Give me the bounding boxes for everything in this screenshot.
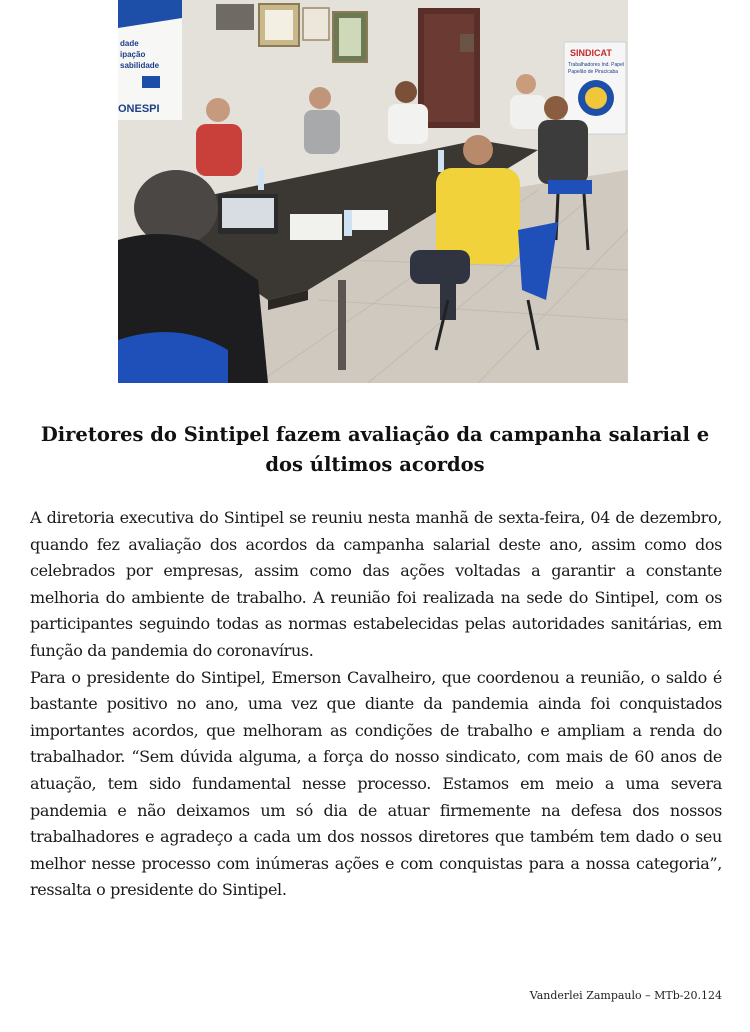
article-byline: Vanderlei Zampaulo – MTb-20.124	[529, 989, 722, 1002]
svg-text:SINDICAT: SINDICAT	[570, 48, 612, 58]
meeting-photo	[118, 0, 628, 383]
svg-text:dade: dade	[120, 39, 139, 48]
article-paragraph: A diretoria executiva do Sintipel se reuniu nesta manhã de sexta-feira, 04 de dezembro, quando fez avaliação dos acordos da campanha salarial deste ano, assim como dos celebrados por empresas, assim como das ações voltadas a garantir a constante melhoria do ambiente de trabalho. A reunião foi realizada na sede do Sintipel, com os participantes seguindo todas as normas estabelecidas pelas autoridades sanitárias, em função da pandemia do coronavírus.	[30, 508, 722, 660]
person-grey-shirt	[304, 110, 340, 154]
person-yellow-shirt	[436, 168, 520, 264]
person-red-shirt	[196, 124, 242, 176]
frame-3	[303, 8, 329, 40]
svg-text:sabilidade: sabilidade	[120, 61, 160, 70]
notepad	[290, 214, 342, 240]
svg-text:Papelão de Piracicaba: Papelão de Piracicaba	[568, 69, 619, 75]
frame-1	[216, 4, 254, 30]
svg-text:Trabalhadores Ind. Papel: Trabalhadores Ind. Papel	[568, 62, 624, 68]
person-dark-shirt	[538, 120, 588, 184]
person-white-shirt	[388, 104, 428, 144]
article-body	[30, 505, 722, 904]
article-paragraph: Para o presidente do Sintipel, Emerson Cavalheiro, que coordenou a reunião, o saldo é bastante positivo no ano, uma vez que diante da pandemia ainda foi conquistados importantes acordos, que melhoram as condições de trabalho e ampliam a renda do trabalhador. “Sem dúvida alguma, a força do nosso sindicato, com mais de 60 anos de atuação, tem sido fundamental nesse processo. Estamos em meio a uma severa pandemia e não deixamos um só dia de atuar firmemente na defesa dos nossos trabalhadores e agradeço a cada um dos nossos diretores que também tem dado o seu melhor nesse processo com inúmeras ações e com conquistas para a nossa categoria”, ressalta o presidente do Sintipel.	[30, 667, 722, 900]
svg-text:ipação: ipação	[120, 50, 146, 59]
article-headline: Diretores do Sintipel fazem avaliação da campanha salarial e dos últimos acordos	[40, 423, 710, 476]
svg-text:ONESPI: ONESPI	[118, 103, 160, 115]
